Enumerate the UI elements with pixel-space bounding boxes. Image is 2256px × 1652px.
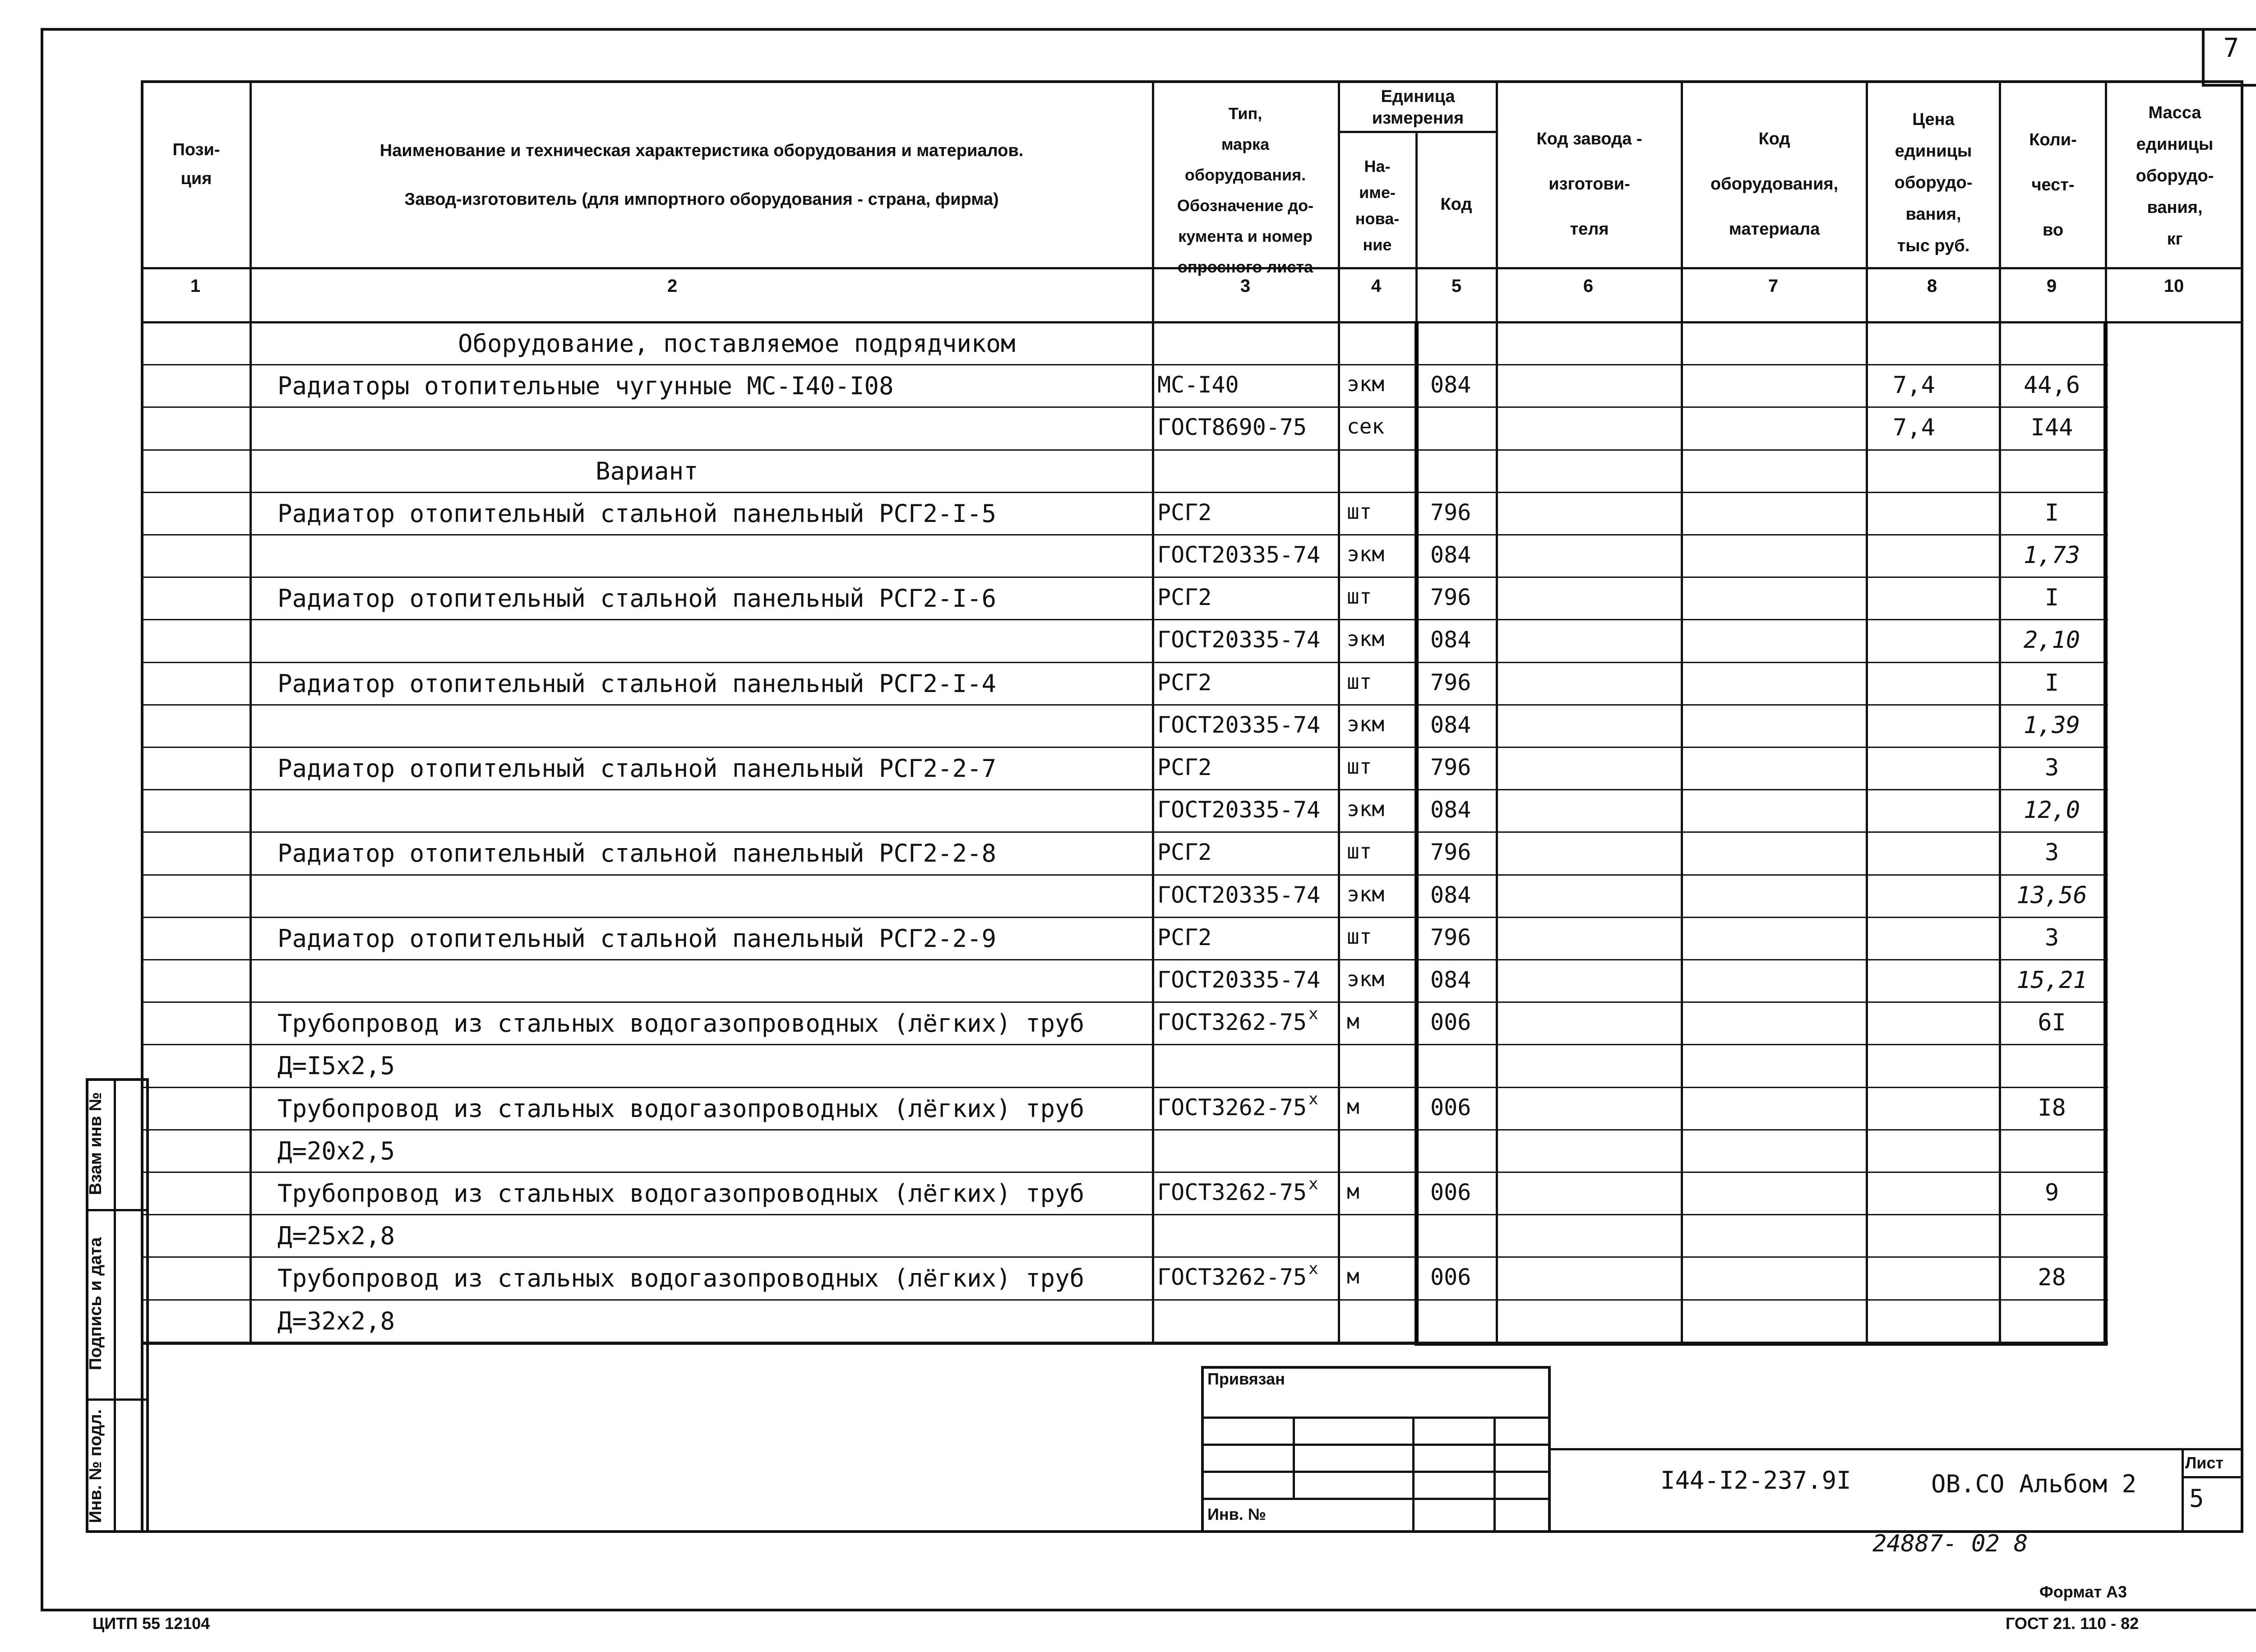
row-unit: экм [1347,711,1385,736]
row-code: 084 [1430,372,1471,398]
row-divider [141,1001,2108,1003]
col-number-7: 7 [1768,276,1779,296]
row-divider [141,1342,2108,1343]
row-qty: 3 [2044,754,2059,781]
row-code: 084 [1430,627,1471,653]
row-name: Вариант [596,457,698,485]
row-type: РСГ2 [1157,669,1212,696]
side-label-replace-inv: Взам инв № [86,1092,105,1195]
row-name: Радиатор отопительный стальной панельный РСГ2-I-4 [277,669,997,698]
row-type: ГОСТ3262-75 [1157,1009,1307,1036]
col-number-9: 9 [2046,276,2057,296]
row-code: 796 [1430,669,1471,696]
row-code: 796 [1430,839,1471,866]
row-divider [141,1299,2108,1301]
row-type: РСГ2 [1157,754,1212,780]
row-type-superscript: x [1308,1260,1318,1278]
row-name: Радиатор отопительный стальной панельный РСГ2-2-8 [277,839,997,868]
row-qty: 3 [2044,924,2059,951]
row-type: ГОСТ3262-75 [1157,1179,1307,1205]
row-code: 796 [1430,754,1471,780]
row-code: 084 [1430,797,1471,823]
row-type: РСГ2 [1157,924,1212,951]
row-divider [141,1087,2108,1088]
row-name: Радиаторы отопительные чугунные МС-I40-I08 [277,372,894,401]
row-qty: 12,0 [2023,797,2080,824]
row-name: Д=I5х2,5 [277,1052,395,1080]
header-col7: Код оборудования, материала [1710,129,1839,239]
row-divider [141,1129,2108,1131]
row-type: ГОСТ20335-74 [1157,542,1321,568]
row-divider [141,874,2108,876]
row-type-superscript: x [1308,1005,1318,1024]
row-name: Д=25х2,8 [277,1222,395,1251]
row-qty: 9 [2044,1179,2059,1206]
row-unit: шт [1347,584,1372,609]
row-name: Оборудование, поставляемое подрядчиком [458,329,1016,358]
row-qty: 3 [2044,839,2059,867]
footer-right: ГОСТ 21. 110 - 82 [2006,1614,2139,1633]
stamp-sheet-label: Лист [2185,1454,2224,1472]
row-qty: I [2044,499,2059,526]
row-divider [141,449,2108,451]
stamp-bound-label: Привязан [1207,1370,1285,1388]
col-number-3: 3 [1240,276,1251,296]
row-qty: 6I [2038,1009,2066,1037]
header-col9: Коли- чест- во [2029,130,2077,240]
row-code: 084 [1430,967,1471,993]
col-number-2: 2 [667,276,678,296]
row-divider [141,619,2108,620]
row-code: 084 [1430,881,1471,908]
row-type: ГОСТ3262-75 [1157,1264,1307,1291]
stamp-album: ОВ.СО Альбом 2 [1931,1470,2137,1498]
row-type: ГОСТ20335-74 [1157,797,1321,823]
row-qty: I44 [2030,414,2073,442]
row-unit: шт [1347,499,1372,524]
side-label-signature-date: Подпись и дата [86,1237,105,1371]
row-qty: 1,73 [2023,542,2080,569]
header-col8: Цена единицы оборудо- вания, тыс руб. [1894,110,1973,255]
header-col4: На- име- нова- ние [1355,157,1400,254]
row-name: Д=20х2,5 [277,1136,395,1165]
col-number-8: 8 [1927,276,1937,296]
row-unit: шт [1347,839,1372,864]
header-col3: Тип, марка оборудования. Обозначение до- кумента и номер опросного листа [1177,104,1314,276]
row-name: Радиатор отопительный стальной панельный РСГ2-I-5 [277,499,997,528]
row-unit: экм [1347,542,1385,566]
row-divider [141,406,2108,408]
row-unit: шт [1347,754,1372,779]
row-unit: экм [1347,797,1385,821]
row-type: РСГ2 [1157,499,1212,526]
row-divider [141,917,2108,918]
row-type: МС-I40 [1157,372,1239,398]
row-code: 796 [1430,924,1471,951]
row-price: 7,4 [1893,372,1935,399]
row-name: Радиатор отопительный стальной панельный РСГ2-I-6 [277,584,997,613]
row-unit: м [1347,1009,1359,1034]
row-name: Радиатор отопительный стальной панельный РСГ2-2-9 [277,924,997,953]
row-qty: I [2044,584,2059,612]
row-name: Трубопровод из стальных водогазопроводных (лёгких) труб [277,1094,1085,1123]
row-divider [141,492,2108,493]
stamp-inv-label: Инв. № [1207,1505,1266,1523]
header-col1: Пози- ция [172,140,220,188]
header-col5: Код [1440,195,1472,214]
row-divider [141,534,2108,535]
row-code: 796 [1430,499,1471,526]
row-code: 796 [1430,584,1471,611]
row-unit: экм [1347,627,1385,651]
row-type: ГОСТ20335-74 [1157,881,1321,908]
row-divider [141,1172,2108,1173]
row-qty: I8 [2038,1094,2066,1121]
row-type: ГОСТ20335-74 [1157,711,1321,738]
corner-sheet-number: 7 [2223,32,2239,63]
side-label-inv-original: Инв. № подл. [86,1409,105,1523]
format-label: Формат А3 [2039,1583,2127,1601]
row-type: РСГ2 [1157,584,1212,611]
col-number-5: 5 [1451,276,1462,296]
row-divider [141,364,2108,365]
col-number-6: 6 [1583,276,1594,296]
row-qty: 28 [2038,1264,2066,1292]
row-unit: экм [1347,881,1385,906]
row-unit: сек [1347,414,1385,439]
stamp-doc-code: I44-I2-237.9I [1660,1466,1851,1495]
row-unit: шт [1347,924,1372,949]
row-qty: 1,39 [2023,711,2080,739]
row-unit: м [1347,1179,1359,1204]
row-unit: экм [1347,967,1385,991]
row-price: 7,4 [1893,414,1935,442]
handwritten-number: 24887- 02 8 [1872,1530,2028,1557]
row-divider [141,831,2108,833]
row-divider [141,704,2108,706]
row-unit: экм [1347,372,1385,397]
row-qty: 44,6 [2023,372,2080,399]
row-qty: I [2044,669,2059,697]
row-divider [141,747,2108,748]
row-name: Д=32х2,8 [277,1306,395,1335]
row-divider [141,959,2108,960]
row-divider [141,577,2108,578]
footer-left: ЦИТП 55 12104 [92,1614,210,1633]
row-qty: 13,56 [2016,881,2087,909]
row-type: ГОСТ8690-75 [1157,414,1307,441]
row-name: Трубопровод из стальных водогазопроводных (лёгких) труб [277,1009,1085,1038]
row-divider [141,789,2108,790]
row-name: Трубопровод из стальных водогазопроводных (лёгких) труб [277,1179,1085,1208]
row-code: 006 [1430,1009,1471,1036]
col-number-1: 1 [190,276,201,296]
row-type: ГОСТ20335-74 [1157,627,1321,653]
row-code: 084 [1430,711,1471,738]
header-col6: Код завода - изготови- теля [1536,129,1642,239]
row-qty: 15,21 [2016,967,2087,994]
row-name: Радиатор отопительный стальной панельный РСГ2-2-7 [277,754,997,783]
row-code: 006 [1430,1094,1471,1121]
row-divider [141,1214,2108,1215]
row-divider [141,1256,2108,1258]
row-qty: 2,10 [2023,627,2080,654]
row-type: ГОСТ20335-74 [1157,967,1321,993]
header-col2: Наименование и техническая характеристика оборудования и материалов. Завод-изготовитель (для импортного оборудования - страна, фирма) [379,141,1024,209]
row-name: Трубопровод из стальных водогазопроводных (лёгких) труб [277,1264,1085,1293]
col-number-4: 4 [1371,276,1382,296]
row-unit: м [1347,1094,1359,1119]
row-divider [141,1044,2108,1045]
row-code: 006 [1430,1264,1471,1291]
header-col10: Масса единицы оборудо- вания, кг [2136,103,2214,249]
row-type-superscript: x [1308,1089,1318,1108]
row-unit: шт [1347,669,1372,694]
row-type-superscript: x [1308,1175,1318,1193]
stamp-sheet-number: 5 [2189,1484,2204,1513]
row-type: РСГ2 [1157,839,1212,866]
row-divider [141,662,2108,663]
row-type: ГОСТ3262-75 [1157,1094,1307,1121]
row-code: 084 [1430,542,1471,568]
row-code: 006 [1430,1179,1471,1205]
col-number-10: 10 [2164,276,2184,296]
row-unit: м [1347,1264,1359,1289]
header-unit: Единица измерения [1372,87,1464,128]
